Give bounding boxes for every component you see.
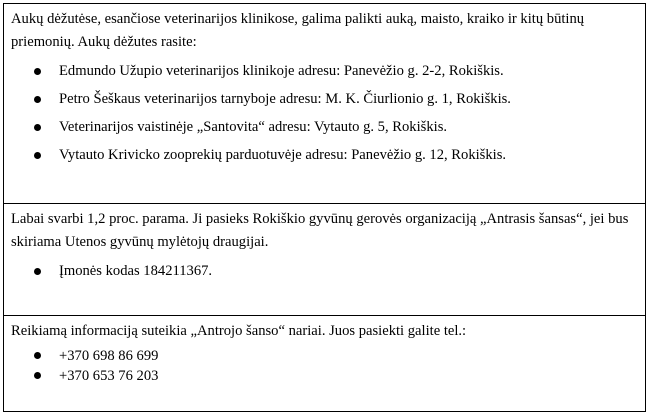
list-item-text: Edmundo Užupio veterinarijos klinikoje adresu: Panevėžio g. 2-2, Rokiškis. xyxy=(59,63,504,79)
table-cell-contacts xyxy=(4,316,646,412)
list-item xyxy=(11,60,638,83)
list-item xyxy=(11,116,638,139)
info-table xyxy=(3,3,646,412)
donation-boxes-paragraph: Aukų dėžutėse, esančiose veterinarijos klinikose, galima palikti auką, maisto, kraiko ir kitų būtinų priemonių. Aukų dėžutes rasite: xyxy=(11,11,585,50)
table-row-tax-support xyxy=(4,204,646,316)
bullet-icon xyxy=(34,68,41,75)
list-item-text: Vytauto Krivicko zooprekių parduotuvėje adresu: Panevėžio g. 12, Rokiškis. xyxy=(59,147,507,163)
contacts-paragraph: Reikiamą informaciją suteikia „Antrojo šanso“ nariai. Juos pasiekti galite tel.: xyxy=(11,323,467,339)
list-item-text: Petro Šeškaus veterinarijos tarnyboje adresu: M. K. Čiurlionio g. 1, Rokiškis. xyxy=(59,91,511,107)
list-item-text: Veterinarijos vaistinėje „Santovita“ adresu: Vytauto g. 5, Rokiškis. xyxy=(59,119,448,135)
bullet-icon xyxy=(34,124,41,131)
table-cell-tax-support xyxy=(4,204,646,316)
list-item xyxy=(11,144,638,167)
bullet-icon xyxy=(34,372,41,379)
bullet-icon xyxy=(34,96,41,103)
donation-locations-list xyxy=(11,60,638,167)
list-item xyxy=(11,260,638,283)
company-code-list xyxy=(11,260,638,283)
phone-number: +370 698 86 699 xyxy=(59,348,159,364)
bullet-icon xyxy=(34,152,41,159)
phone-list xyxy=(11,346,638,386)
list-item-text: Įmonės kodas 184211367. xyxy=(59,263,213,279)
tax-support-paragraph: Labai svarbi 1,2 proc. parama. Ji pasieks Rokiškio gyvūnų gerovės organizaciją „Antrasis šansas“, jei bus skiriama Utenos gyvūnų mylėtojų draugijai. xyxy=(11,211,629,250)
list-item xyxy=(11,88,638,111)
list-item xyxy=(11,366,638,386)
table-cell-donation-boxes xyxy=(4,4,646,204)
bullet-icon xyxy=(34,352,41,359)
list-item xyxy=(11,346,638,366)
table-row-contacts xyxy=(4,316,646,412)
table-row-donation-boxes xyxy=(4,4,646,204)
phone-number: +370 653 76 203 xyxy=(59,368,159,384)
bullet-icon xyxy=(34,268,41,275)
